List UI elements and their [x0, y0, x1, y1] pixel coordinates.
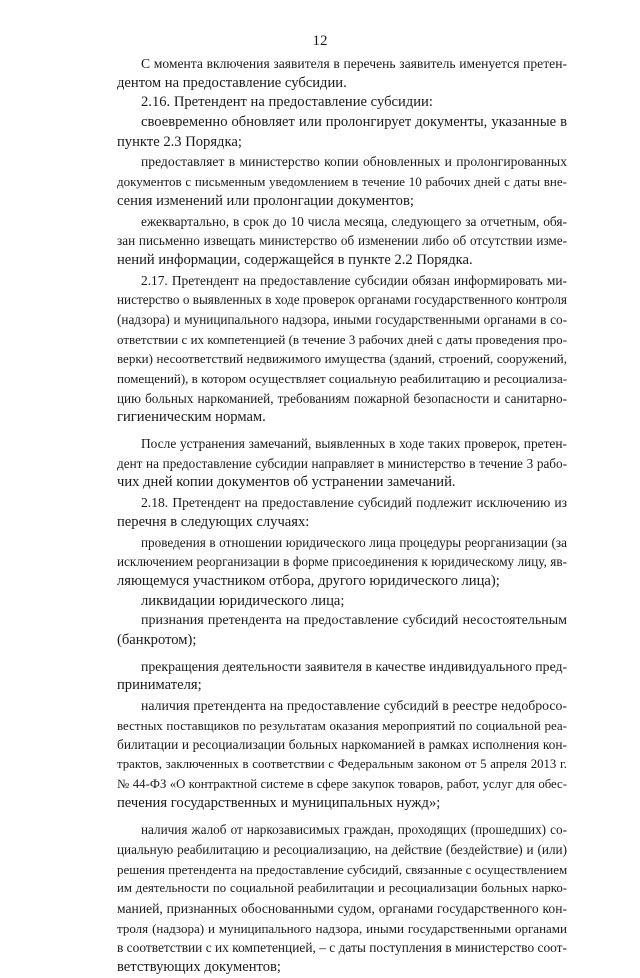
text-line: печения государственных и муниципальных нужд»; [117, 795, 441, 812]
text-line: После устранения замечаний, выявленных в ходе таких проверок, претен- [141, 436, 567, 452]
text-line: помещений), в котором осуществляет социальную реабилитацию и ресоциализа- [117, 371, 568, 386]
text-line: наличия претендента на предоставление субсидий в реестре недобросо- [141, 698, 567, 713]
text-line: С момента включения заявителя в перечень заявитель именуется претен- [141, 56, 567, 71]
text-line: нений информации, содержащейся в пункте 2.2 Порядка. [117, 251, 473, 268]
text-line: им деятельности по социальной реабилитации и ресоциализации больных нарко- [117, 881, 567, 896]
text-line: ляющемуся участником отбора, другого юридического лица); [117, 572, 500, 589]
text-line: ежеквартально, в срок до 10 числа месяца, следующего за отчетным, обя- [141, 213, 567, 229]
text-line: чих дней копии документов об устранении замечаний. [117, 474, 456, 491]
text-line: ответствии с их компетенцией (в течение 3 рабочих дней с даты проведения про- [117, 331, 567, 347]
text-line: троля (надзора) и муниципального надзора, иными государственными органами [117, 920, 567, 936]
text-line: проведения в отношении юридического лица процедуры реорганизации (за [141, 534, 567, 550]
text-line: циальную реабилитацию и ресоциализацию, на действие (бездействие) и (или) [117, 841, 567, 857]
text-line: исключением реорганизации в форме присоединения к юридическому лицу, яв- [117, 554, 567, 570]
text-line: 2.18. Претендент на предоставление субсидий подлежит исключению из [141, 495, 567, 511]
text-line: наличия жалоб от наркозависимых граждан, проходящих (прошедших) со- [141, 822, 567, 838]
text-line: предоставляет в министерство копии обновленных и пролонгированных [141, 154, 567, 170]
text-line: принимателя; [117, 677, 202, 694]
text-line: прекращения деятельности заявителя в качестве индивидуального пред- [141, 658, 568, 674]
text-line: (банкротом); [117, 631, 197, 648]
text-line: дент на предоставление субсидии направляет в министерство в течение 3 рабо- [117, 455, 567, 471]
text-line: пункте 2.3 Порядка; [117, 133, 242, 150]
text-line: № 44-ФЗ «О контрактной системе в сфере закупок товаров, работ, услуг для обес- [117, 776, 567, 791]
text-line: вестных поставщиков по результатам оказания мероприятий по социальной реа- [117, 717, 567, 733]
text-line: дентом на предоставление субсидии. [117, 74, 347, 91]
text-line: решения претендента на предоставление субсидий, связанные с осуществлением [117, 861, 568, 877]
text-line: трактов, заключенных в соответствии с Федеральным законом от 5 апреля 2013 г. [117, 757, 567, 772]
text-line: ветствующих документов; [117, 958, 281, 975]
text-line: документов с письменным уведомлением в течение 10 рабочих дней с даты вне- [117, 174, 567, 190]
text-line: цию больных наркоманией, требованиям пожарной безопасности и санитарно- [117, 390, 567, 406]
text-line: сения изменений или пролонгации документов; [117, 192, 414, 209]
text-line: зан письменно извещать министерство об изменении либо об отсутствии изме- [117, 233, 567, 249]
page-number: 12 [312, 33, 328, 49]
text-line: 2.16. Претендент на предоставление субсидии: [141, 94, 433, 111]
text-line: перечня в следующих случаях: [117, 513, 310, 530]
text-line: манией, признанных обоснованными судом, органами государственного кон- [117, 900, 567, 916]
text-line: билитации и ресоциализации больных наркоманией в рамках исполнения кон- [117, 737, 567, 753]
text-line: 2.17. Претендент на предоставление субсидии обязан информировать ми- [141, 272, 567, 288]
text-line: (надзора) и муниципального надзора, иными государственными органами в со- [117, 311, 567, 327]
text-line: в соответствии с их компетенцией, – с даты поступления в министерство соот- [117, 940, 567, 956]
text-line: признания претендента на предоставление субсидий несостоятельным [141, 613, 567, 629]
text-line: гигиеническим нормам. [117, 409, 266, 426]
text-line: ликвидации юридического лица; [141, 592, 345, 609]
document-body [117, 54, 567, 978]
text-line: верки) несоответствий недвижимого имущества (зданий, строений, сооружений, [117, 351, 567, 367]
text-line: нистерство о выявленных в ходе проверок органами государственного контроля [117, 292, 567, 308]
text-line: своевременно обновляет или пролонгирует документы, указанные в [141, 114, 567, 131]
